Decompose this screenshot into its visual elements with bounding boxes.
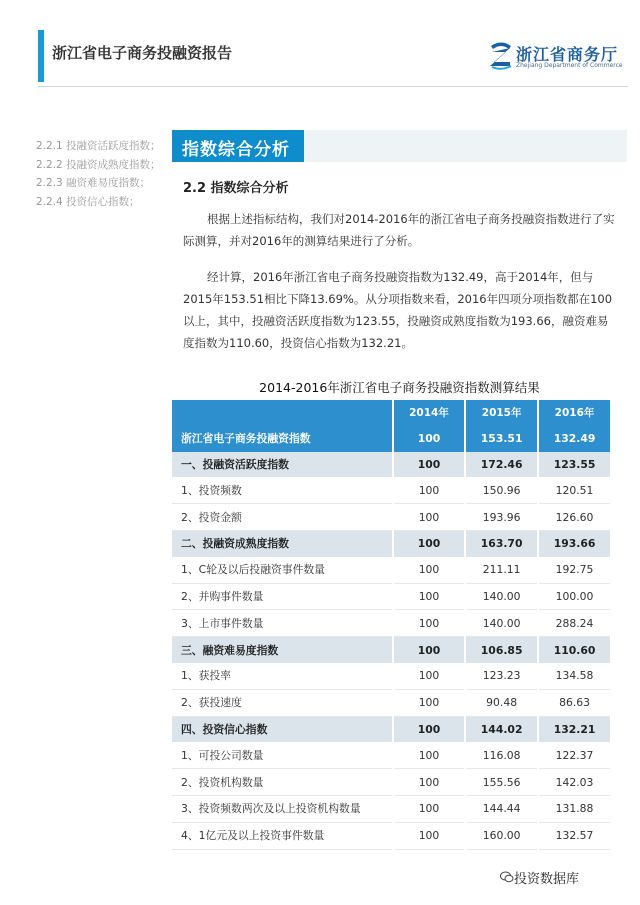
row-value-2014: 100 — [393, 504, 465, 531]
row-value-2016: 122.37 — [538, 742, 611, 768]
section-banner — [172, 130, 627, 162]
table-row — [172, 637, 611, 663]
row-value-2015: 172.46 — [465, 452, 538, 478]
row-value-2016: 134.58 — [538, 663, 611, 689]
row-label: 2、并购事件数量 — [172, 583, 393, 610]
row-value-2014: 100 — [393, 583, 465, 610]
row-value-2014: 100 — [393, 795, 465, 822]
table-row — [172, 663, 611, 689]
paragraph-intro — [183, 208, 619, 252]
row-value-2015: 193.96 — [465, 504, 538, 531]
row-value-2014: 100 — [393, 452, 465, 478]
table-row — [172, 689, 611, 716]
row-value-2014: 100 — [393, 822, 465, 849]
paragraph-analysis-text: 经计算，2016年浙江省电子商务投融资指数为132.49，高于2014年，但与2015年153.51相比下降13.69%。从分项指数来看，2016年四项分项指数都在100以上，其中，投融资活跃度指数为123.55，投融资成熟度指数为193.66，融资难易度指数为110.60，投资信心指数为132.21。 — [183, 270, 613, 350]
table-row — [172, 742, 611, 768]
row-value-2015: 150.96 — [465, 477, 538, 503]
section-subheading: 2.2 指数综合分析 — [183, 181, 289, 196]
row-value-2016: 123.55 — [538, 452, 611, 478]
row-label: 一、投融资活跃度指数 — [172, 452, 393, 478]
row-value-2015: 116.08 — [465, 742, 538, 768]
row-value-2016: 288.24 — [538, 610, 611, 637]
table-row — [172, 477, 611, 503]
table-row — [172, 795, 611, 822]
row-value-2015: 90.48 — [465, 689, 538, 716]
row-value-2014: 100 — [393, 477, 465, 503]
row-value-2014: 100 — [393, 663, 465, 689]
row-value-2016: 100.00 — [538, 583, 611, 610]
paragraph-analysis — [183, 266, 619, 354]
table-row — [172, 557, 611, 583]
toc-item[interactable]: 2.2.1 投融资活跃度指数； — [36, 140, 161, 152]
row-value-2015: 155.56 — [465, 769, 538, 796]
row-label: 3、投资频数两次及以上投资机构数量 — [172, 795, 393, 822]
row-label: 1、可投公司数量 — [172, 742, 393, 768]
row-value-2016: 132.57 — [538, 822, 611, 849]
row-value-2015: 163.70 — [465, 530, 538, 556]
wechat-icon — [500, 870, 514, 884]
table-header-cell — [172, 400, 393, 426]
row-value-2014: 100 — [393, 530, 465, 556]
row-label: 三、融资难易度指数 — [172, 637, 393, 663]
row-value-2015: 140.00 — [465, 610, 538, 637]
row-label: 四、投资信心指数 — [172, 716, 393, 742]
row-value-2016: 193.66 — [538, 530, 611, 556]
row-label: 浙江省电子商务投融资指数 — [172, 426, 393, 452]
row-value-2015: 144.44 — [465, 795, 538, 822]
row-value-2014: 100 — [393, 716, 465, 742]
row-value-2016: 120.51 — [538, 477, 611, 503]
toc-item[interactable]: 2.2.3 融资难易度指数； — [36, 177, 151, 189]
row-label: 1、投资频数 — [172, 477, 393, 503]
row-value-2016: 142.03 — [538, 769, 611, 796]
table-row — [172, 426, 611, 452]
row-value-2015: 106.85 — [465, 637, 538, 663]
logo-text: 浙江省商务厅 — [516, 45, 619, 64]
header-divider — [38, 86, 628, 87]
table-row — [172, 504, 611, 531]
row-label: 2、投资机构数量 — [172, 769, 393, 796]
logo-subtitle: Zhejiang Department of Commerce — [516, 62, 623, 69]
row-label: 1、C轮及以后投融资事件数量 — [172, 557, 393, 583]
table-row — [172, 583, 611, 610]
report-title: 浙江省电子商务投融资报告 — [52, 44, 233, 62]
row-value-2016: 86.63 — [538, 689, 611, 716]
row-value-2015: 144.02 — [465, 716, 538, 742]
row-label: 1、获投率 — [172, 663, 393, 689]
logo-mark-icon — [488, 40, 514, 70]
table-header-cell: 2016年 — [538, 400, 611, 426]
table-title: 2014-2016年浙江省电子商务投融资指数测算结果 — [259, 380, 540, 395]
table-row — [172, 530, 611, 556]
row-label: 二、投融资成熟度指数 — [172, 530, 393, 556]
toc-item[interactable]: 2.2.4 投资信心指数； — [36, 195, 140, 208]
paragraph-intro-text: 根据上述指标结构，我们对2014-2016年的浙江省电子商务投融资指数进行了实际测算，并对2016年的测算结果进行了分析。 — [183, 212, 615, 248]
toc-item[interactable]: 2.2.2 投融资成熟度指数； — [36, 158, 161, 171]
row-value-2016: 132.49 — [538, 426, 611, 452]
row-value-2014: 100 — [393, 742, 465, 768]
row-value-2016: 126.60 — [538, 504, 611, 531]
row-value-2015: 123.23 — [465, 663, 538, 689]
row-value-2016: 131.88 — [538, 795, 611, 822]
header-accent-bar — [38, 30, 44, 82]
row-label: 3、上市事件数量 — [172, 610, 393, 637]
row-value-2014: 100 — [393, 610, 465, 637]
department-logo — [488, 38, 628, 78]
row-value-2014: 100 — [393, 637, 465, 663]
table-row — [172, 822, 611, 849]
row-value-2014: 100 — [393, 769, 465, 796]
section-banner-fill — [172, 130, 304, 162]
section-banner-title: 指数综合分析 — [182, 140, 290, 160]
row-label: 4、1亿元及以上投资事件数量 — [172, 822, 393, 849]
row-value-2014: 100 — [393, 557, 465, 583]
table-header-cell: 2014年 — [393, 400, 465, 426]
row-label: 2、投资金额 — [172, 504, 393, 531]
table-header-cell: 2015年 — [465, 400, 538, 426]
section-toc — [36, 137, 161, 211]
row-value-2014: 100 — [393, 689, 465, 716]
index-results-table — [172, 400, 612, 850]
row-value-2016: 192.75 — [538, 557, 611, 583]
table-row — [172, 610, 611, 637]
table-header-row — [172, 400, 611, 426]
row-value-2015: 140.00 — [465, 583, 538, 610]
row-value-2016: 132.21 — [538, 716, 611, 742]
row-value-2015: 160.00 — [465, 822, 538, 849]
row-value-2015: 211.11 — [465, 557, 538, 583]
row-value-2016: 110.60 — [538, 637, 611, 663]
row-value-2015: 153.51 — [465, 426, 538, 452]
row-label: 2、获投速度 — [172, 689, 393, 716]
table-row — [172, 769, 611, 796]
row-value-2014: 100 — [393, 426, 465, 452]
table-row — [172, 716, 611, 742]
table-row — [172, 452, 611, 478]
watermark-text: 投资数据库 — [514, 872, 580, 887]
